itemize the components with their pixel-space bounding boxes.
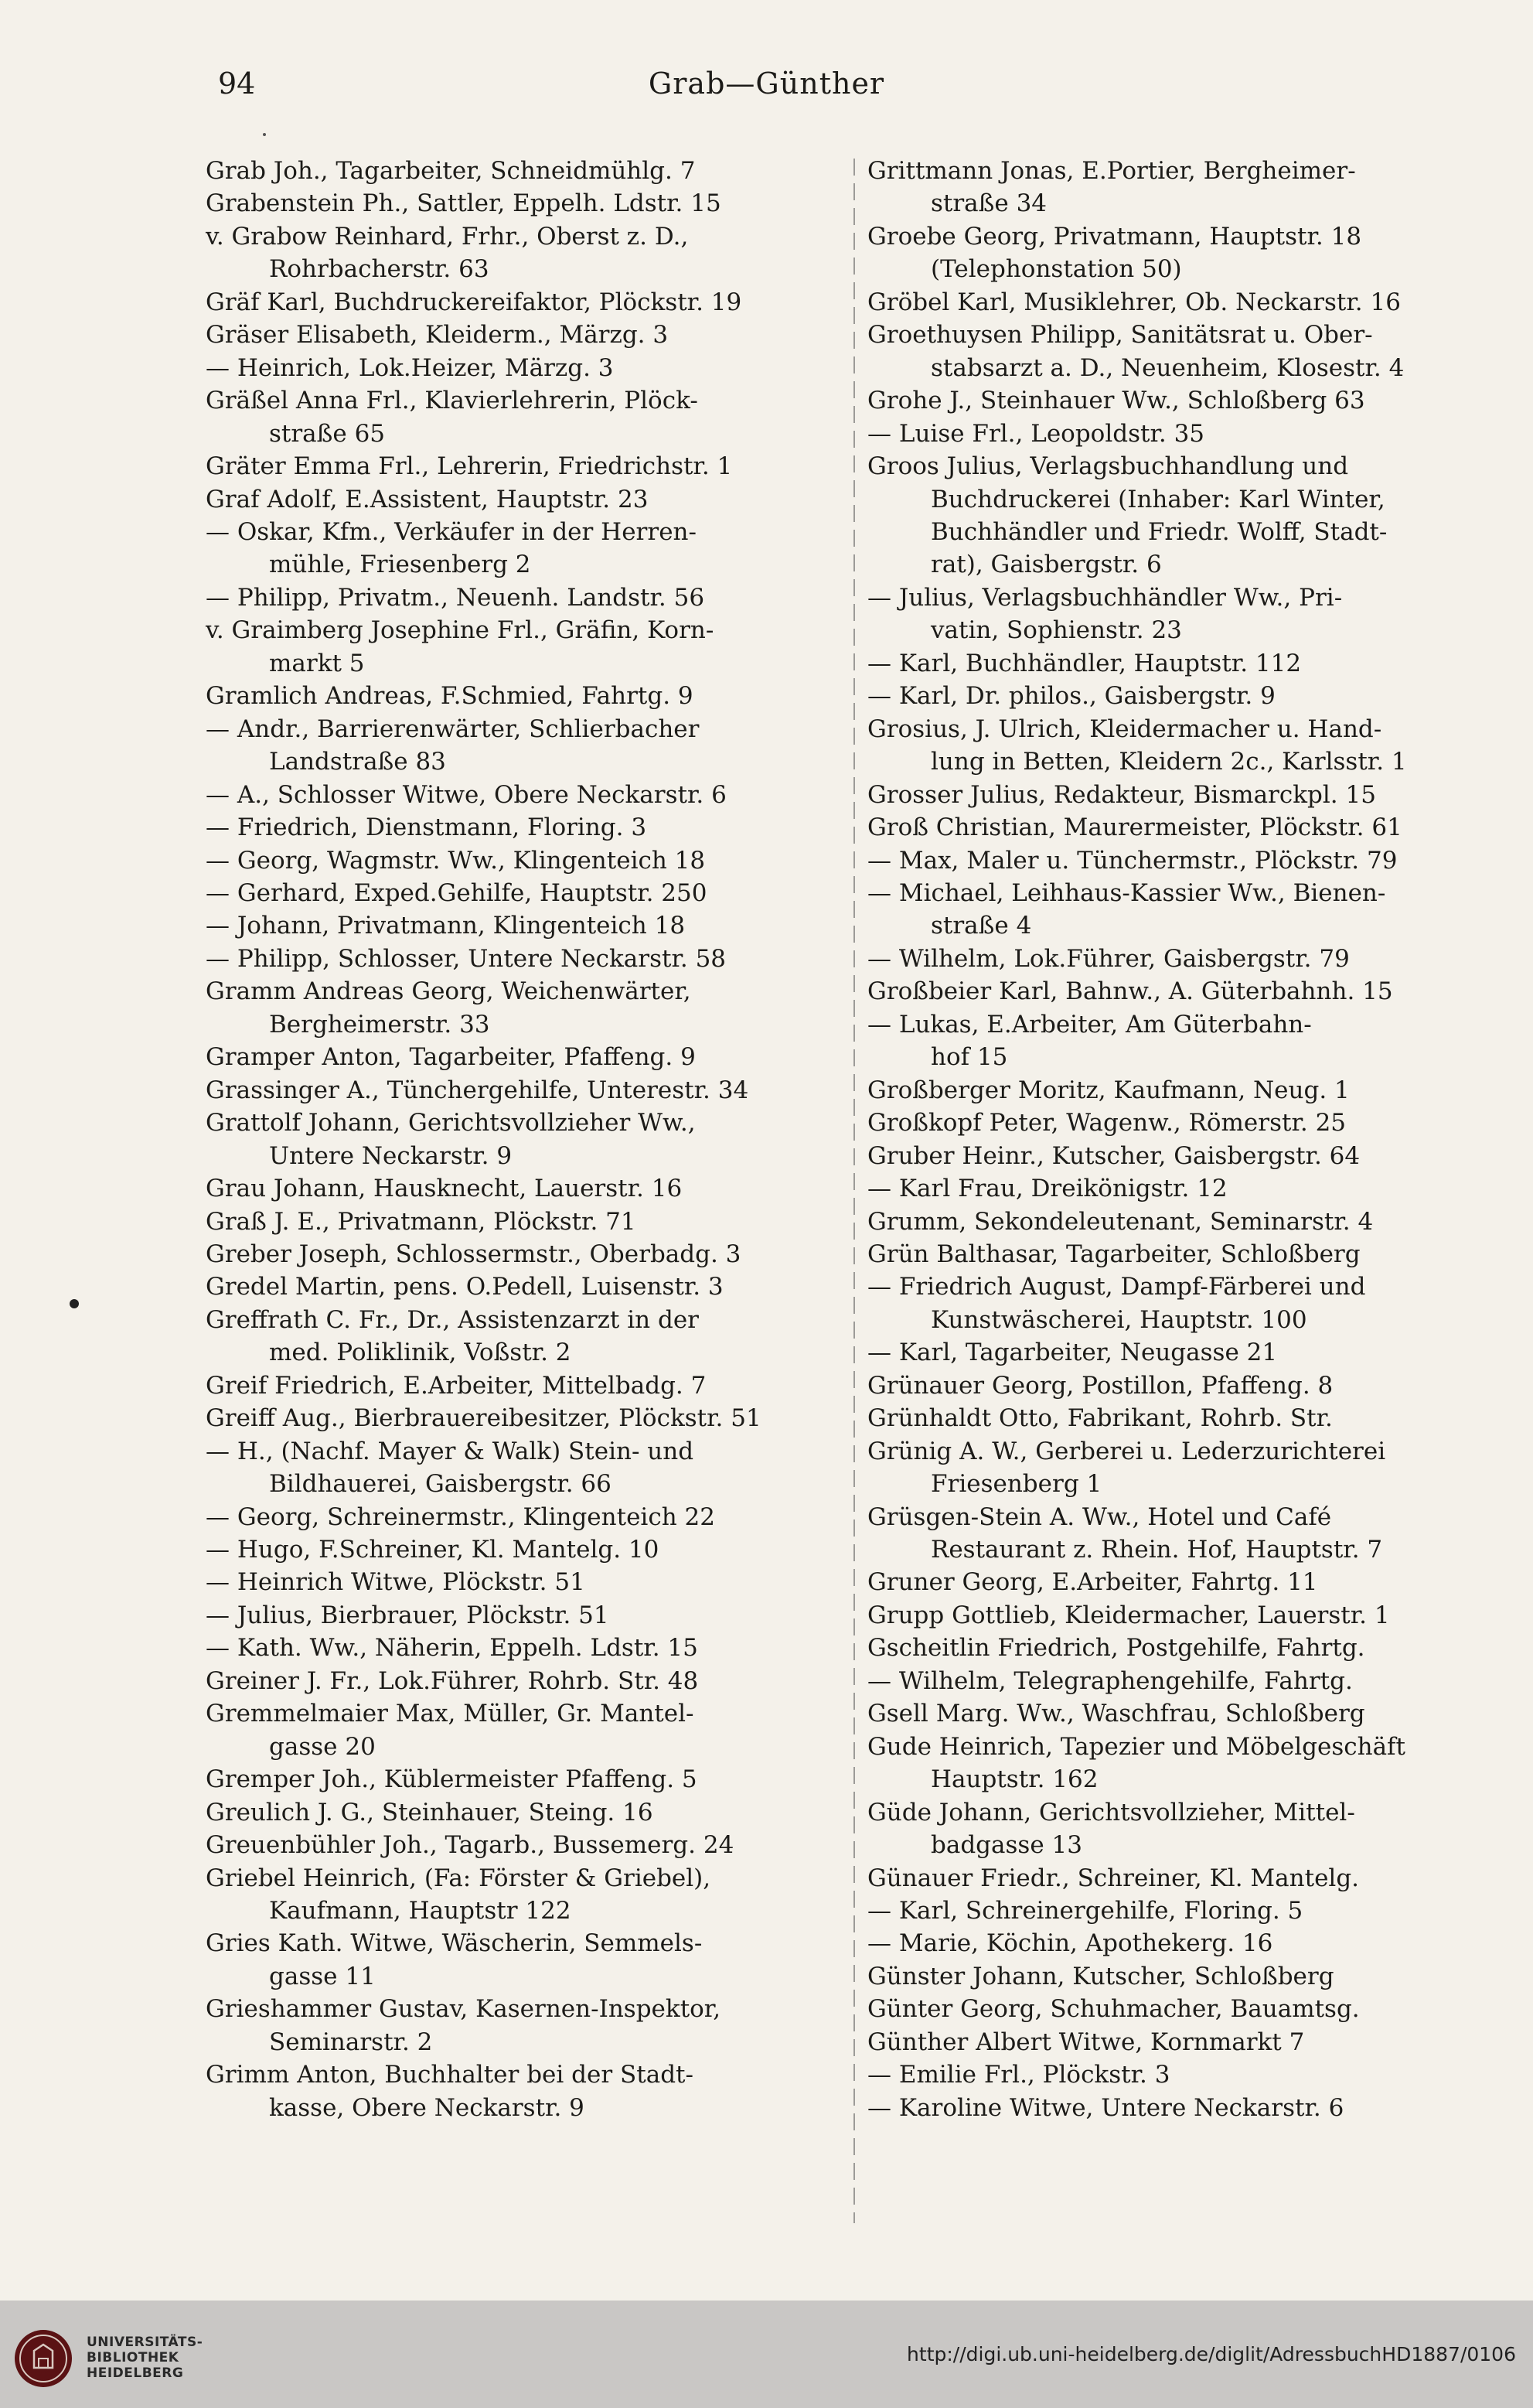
directory-entry-line: — Karl Frau, Dreikönigstr. 12 xyxy=(867,1175,1228,1203)
directory-entry-line: — Lukas, E.Arbeiter, Am Güterbahn- xyxy=(867,1010,1312,1039)
directory-entry-line: Grün Balthasar, Tagarbeiter, Schloßberg xyxy=(867,1240,1361,1268)
directory-entry-line: v. Grabow Reinhard, Frhr., Oberst z. D., xyxy=(206,222,689,251)
directory-entry-line: Grünig A. W., Gerberei u. Lederzurichterei xyxy=(867,1437,1386,1465)
directory-entry-line: Gude Heinrich, Tapezier und Möbelgeschäft xyxy=(867,1732,1405,1761)
directory-entry-line: Grattolf Johann, Gerichtsvollzieher Ww., xyxy=(206,1109,696,1137)
institution-name xyxy=(87,2335,203,2381)
directory-entry-line: — Julius, Bierbrauer, Plöckstr. 51 xyxy=(206,1601,609,1629)
directory-entry-line: Gscheitlin Friedrich, Postgehilfe, Fahrtg. xyxy=(867,1634,1365,1663)
directory-entry-line: Graf Adolf, E.Assistent, Hauptstr. 23 xyxy=(206,485,649,513)
margin-ink-dot xyxy=(70,1299,79,1308)
institution-line: BIBLIOTHEK xyxy=(87,2350,179,2365)
directory-entry-line: — Karl, Tagarbeiter, Neugasse 21 xyxy=(867,1339,1278,1367)
directory-entry-line: — Johann, Privatmann, Klingenteich 18 xyxy=(206,912,686,940)
directory-entry-line: — Karoline Witwe, Untere Neckarstr. 6 xyxy=(867,2093,1344,2122)
directory-entry-line: Grohe J., Steinhauer Ww., Schloßberg 63 xyxy=(867,387,1365,415)
directory-entry-line: — Wilhelm, Lok.Führer, Gaisbergstr. 79 xyxy=(867,944,1350,973)
directory-entry-line: Gsell Marg. Ww., Waschfrau, Schloßberg xyxy=(867,1700,1365,1728)
directory-entry-line: Grittmann Jonas, E.Portier, Bergheimer- xyxy=(867,157,1356,185)
directory-entry-line: — Kath. Ww., Näherin, Eppelh. Ldstr. 15 xyxy=(206,1634,698,1663)
page-number: 94 xyxy=(218,67,256,101)
entry-continuation-line: gasse 20 xyxy=(269,1732,376,1761)
directory-entry-line: Gruber Heinr., Kutscher, Gaisbergstr. 64 xyxy=(867,1141,1361,1170)
library-seal-icon xyxy=(12,2328,74,2389)
directory-entry-line: Grab Joh., Tagarbeiter, Schneidmühlg. 7 xyxy=(206,157,696,185)
directory-entry-line: Großberger Moritz, Kaufmann, Neug. 1 xyxy=(867,1076,1350,1104)
directory-entry-line: Günter Georg, Schuhmacher, Bauamtsg. xyxy=(867,1995,1360,2024)
directory-entry-line: — Hugo, F.Schreiner, Kl. Mantelg. 10 xyxy=(206,1536,659,1564)
entry-continuation-line: straße 4 xyxy=(931,912,1032,940)
directory-entry-line: — Luise Frl., Leopoldstr. 35 xyxy=(867,419,1205,448)
entry-continuation-line: markt 5 xyxy=(269,649,365,677)
library-footer xyxy=(0,2301,1533,2408)
entry-continuation-line: badgasse 13 xyxy=(931,1831,1082,1860)
entry-continuation-line: Landstraße 83 xyxy=(269,748,446,776)
directory-entry-line: — Philipp, Privatm., Neuenh. Landstr. 56 xyxy=(206,583,705,612)
directory-entry-line: Grau Johann, Hausknecht, Lauerstr. 16 xyxy=(206,1175,683,1203)
entry-continuation-line: Buchdruckerei (Inhaber: Karl Winter, xyxy=(931,485,1385,513)
entry-continuation-line: straße 65 xyxy=(269,419,386,448)
directory-entry-line: — Heinrich Witwe, Plöckstr. 51 xyxy=(206,1568,585,1597)
directory-entry-line: Gräser Elisabeth, Kleiderm., Märzg. 3 xyxy=(206,321,669,350)
entry-continuation-line: Kunstwäscherei, Hauptstr. 100 xyxy=(931,1305,1307,1334)
directory-entry-line: — H., (Nachf. Mayer & Walk) Stein- und xyxy=(206,1437,694,1465)
directory-entry-line: Groß Christian, Maurermeister, Plöckstr. 61 xyxy=(867,813,1402,842)
directory-entry-line: Graß J. E., Privatmann, Plöckstr. 71 xyxy=(206,1207,636,1236)
left-column xyxy=(206,155,847,2124)
directory-entry-line: Gramper Anton, Tagarbeiter, Pfaffeng. 9 xyxy=(206,1043,696,1072)
directory-entry-line: Grassinger A., Tünchergehilfe, Unterestr. 34 xyxy=(206,1076,749,1104)
entry-continuation-line: lung in Betten, Kleidern 2c., Karlsstr. 1 xyxy=(931,748,1407,776)
directory-entry-line: — A., Schlosser Witwe, Obere Neckarstr. 6 xyxy=(206,780,727,809)
directory-entry-line: Groethuysen Philipp, Sanitätsrat u. Ober- xyxy=(867,321,1373,350)
directory-entry-line: Grüsgen-Stein A. Ww., Hotel und Café xyxy=(867,1502,1332,1531)
directory-entry-line: — Max, Maler u. Tünchermstr., Plöckstr. 79 xyxy=(867,846,1398,875)
directory-entry-line: Greuenbühler Joh., Tagarb., Bussemerg. 24 xyxy=(206,1831,734,1860)
directory-entry-line: — Oskar, Kfm., Verkäufer in der Herren- xyxy=(206,517,697,546)
entry-continuation-line: Hauptstr. 162 xyxy=(931,1765,1099,1794)
entry-continuation-line: straße 34 xyxy=(931,189,1048,218)
entry-continuation-line: vatin, Sophienstr. 23 xyxy=(931,616,1182,645)
directory-entry-line: — Michael, Leihhaus-Kassier Ww., Bienen- xyxy=(867,878,1386,907)
directory-entry-line: Gräßel Anna Frl., Klavierlehrerin, Plöck- xyxy=(206,387,698,415)
directory-entry-line: — Gerhard, Exped.Gehilfe, Hauptstr. 250 xyxy=(206,878,707,907)
entry-continuation-line: Seminarstr. 2 xyxy=(269,2028,433,2056)
directory-entry-line: Günther Albert Witwe, Kornmarkt 7 xyxy=(867,2028,1305,2056)
directory-entry-line: Großbeier Karl, Bahnw., A. Güterbahnh. 15 xyxy=(867,977,1393,1006)
directory-entry-line: — Heinrich, Lok.Heizer, Märzg. 3 xyxy=(206,353,614,382)
running-head: Grab—Günther xyxy=(648,67,885,101)
entry-continuation-line: hof 15 xyxy=(931,1043,1008,1072)
directory-entry-line: — Karl, Schreinergehilfe, Floring. 5 xyxy=(867,1897,1303,1925)
directory-entry-line: Gräter Emma Frl., Lehrerin, Friedrichstr. 1 xyxy=(206,452,733,481)
directory-entry-line: Greffrath C. Fr., Dr., Assistenzarzt in der xyxy=(206,1305,699,1334)
directory-entry-line: Grabenstein Ph., Sattler, Eppelh. Ldstr. 15 xyxy=(206,189,721,218)
directory-entry-line: Güde Johann, Gerichtsvollzieher, Mittel- xyxy=(867,1798,1355,1826)
directory-entry-line: Greiner J. Fr., Lok.Führer, Rohrb. Str. 48 xyxy=(206,1666,699,1695)
entry-continuation-line: med. Poliklinik, Voßstr. 2 xyxy=(269,1339,571,1367)
directory-entry-line: Grünhaldt Otto, Fabrikant, Rohrb. Str. xyxy=(867,1404,1333,1433)
directory-entry-line: — Friedrich, Dienstmann, Floring. 3 xyxy=(206,813,647,842)
directory-entry-line: — Julius, Verlagsbuchhändler Ww., Pri- xyxy=(867,583,1343,612)
entry-continuation-line: mühle, Friesenberg 2 xyxy=(269,551,531,579)
directory-entry-line: — Karl, Dr. philos., Gaisbergstr. 9 xyxy=(867,682,1276,711)
entry-continuation-line: Bergheimerstr. 33 xyxy=(269,1010,490,1039)
directory-entry-line: — Wilhelm, Telegraphengehilfe, Fahrtg. xyxy=(867,1666,1353,1695)
source-url-link[interactable]: http://digi.ub.uni-heidelberg.de/diglit/AdressbuchHD1887/0106 xyxy=(907,2343,1516,2365)
directory-entry-line: — Georg, Schreinermstr., Klingenteich 22 xyxy=(206,1502,715,1531)
right-column xyxy=(867,155,1501,2124)
directory-entry-line: — Friedrich August, Dampf-Färberei und xyxy=(867,1273,1366,1301)
directory-entry-line: Greif Friedrich, E.Arbeiter, Mittelbadg. 7 xyxy=(206,1371,707,1400)
directory-entry-line: Grupp Gottlieb, Kleidermacher, Lauerstr. 1 xyxy=(867,1601,1390,1629)
entry-continuation-line: stabsarzt a. D., Neuenheim, Klosestr. 4 xyxy=(931,353,1405,382)
print-speck xyxy=(263,133,266,136)
entry-continuation-line: Untere Neckarstr. 9 xyxy=(269,1141,513,1170)
entry-continuation-line: Bildhauerei, Gaisbergstr. 66 xyxy=(269,1470,611,1499)
directory-entry-line: Gräf Karl, Buchdruckereifaktor, Plöckstr. 19 xyxy=(206,288,742,316)
directory-entry-line: Gredel Martin, pens. O.Pedell, Luisenstr. 3 xyxy=(206,1273,724,1301)
directory-entry-line: Gruner Georg, E.Arbeiter, Fahrtg. 11 xyxy=(867,1568,1318,1597)
directory-entry-line: Grosser Julius, Redakteur, Bismarckpl. 15 xyxy=(867,780,1376,809)
entry-continuation-line: Friesenberg 1 xyxy=(931,1470,1102,1499)
directory-entry-line: Günster Johann, Kutscher, Schloßberg xyxy=(867,1962,1334,1990)
directory-entry-line: Grieshammer Gustav, Kasernen-Inspektor, xyxy=(206,1995,721,2024)
directory-entry-line: — Andr., Barrierenwärter, Schlierbacher xyxy=(206,715,700,743)
entry-continuation-line: Restaurant z. Rhein. Hof, Hauptstr. 7 xyxy=(931,1536,1383,1564)
directory-entry-line: Großkopf Peter, Wagenw., Römerstr. 25 xyxy=(867,1109,1347,1137)
directory-entry-line: Gramm Andreas Georg, Weichenwärter, xyxy=(206,977,691,1006)
institution-line: UNIVERSITÄTS- xyxy=(87,2335,203,2350)
directory-entry-line: Greulich J. G., Steinhauer, Steing. 16 xyxy=(206,1798,653,1826)
entry-continuation-line: kasse, Obere Neckarstr. 9 xyxy=(269,2093,584,2122)
page-header xyxy=(0,67,1533,113)
directory-entry-line: Grosius, J. Ulrich, Kleidermacher u. Hand- xyxy=(867,715,1382,743)
directory-entry-line: — Georg, Wagmstr. Ww., Klingenteich 18 xyxy=(206,846,706,875)
directory-entry-line: — Philipp, Schlosser, Untere Neckarstr. 58 xyxy=(206,944,727,973)
institution-line: HEIDELBERG xyxy=(87,2365,184,2381)
directory-entry-line: Greiff Aug., Bierbrauereibesitzer, Plöckstr. 51 xyxy=(206,1404,761,1433)
directory-entry-line: Günauer Friedr., Schreiner, Kl. Mantelg. xyxy=(867,1864,1360,1892)
directory-entry-line: Gremmelmaier Max, Müller, Gr. Mantel- xyxy=(206,1700,694,1728)
directory-entry-line: Griebel Heinrich, (Fa: Förster & Griebel), xyxy=(206,1864,711,1892)
directory-entry-line: Gries Kath. Witwe, Wäscherin, Semmels- xyxy=(206,1929,703,1958)
directory-entry-line: Gröbel Karl, Musiklehrer, Ob. Neckarstr. 16 xyxy=(867,288,1401,316)
directory-entry-line: Groebe Georg, Privatmann, Hauptstr. 18 xyxy=(867,222,1362,251)
entry-continuation-line: (Telephonstation 50) xyxy=(931,255,1182,284)
entry-continuation-line: gasse 11 xyxy=(269,1962,376,1990)
directory-entry-line: Greber Joseph, Schlossermstr., Oberbadg. 3 xyxy=(206,1240,741,1268)
column-divider xyxy=(853,159,855,2223)
entry-continuation-line: Buchhändler und Friedr. Wolff, Stadt- xyxy=(931,517,1388,546)
directory-entry-line: — Marie, Köchin, Apothekerg. 16 xyxy=(867,1929,1273,1958)
directory-entry-line: Gremper Joh., Küblermeister Pfaffeng. 5 xyxy=(206,1765,697,1794)
directory-entry-line: v. Graimberg Josephine Frl., Gräfin, Korn- xyxy=(206,616,714,645)
entry-continuation-line: Rohrbacherstr. 63 xyxy=(269,255,489,284)
directory-entry-line: — Emilie Frl., Plöckstr. 3 xyxy=(867,2061,1170,2089)
directory-entry-line: — Karl, Buchhändler, Hauptstr. 112 xyxy=(867,649,1302,677)
directory-entry-line: Groos Julius, Verlagsbuchhandlung und xyxy=(867,452,1349,481)
directory-entry-line: Gramlich Andreas, F.Schmied, Fahrtg. 9 xyxy=(206,682,693,711)
entry-continuation-line: rat), Gaisbergstr. 6 xyxy=(931,551,1162,579)
directory-entry-line: Grumm, Sekondeleutenant, Seminarstr. 4 xyxy=(867,1207,1374,1236)
directory-entry-line: Grimm Anton, Buchhalter bei der Stadt- xyxy=(206,2061,693,2089)
entry-continuation-line: Kaufmann, Hauptstr 122 xyxy=(269,1897,571,1925)
directory-entry-line: Grünauer Georg, Postillon, Pfaffeng. 8 xyxy=(867,1371,1334,1400)
